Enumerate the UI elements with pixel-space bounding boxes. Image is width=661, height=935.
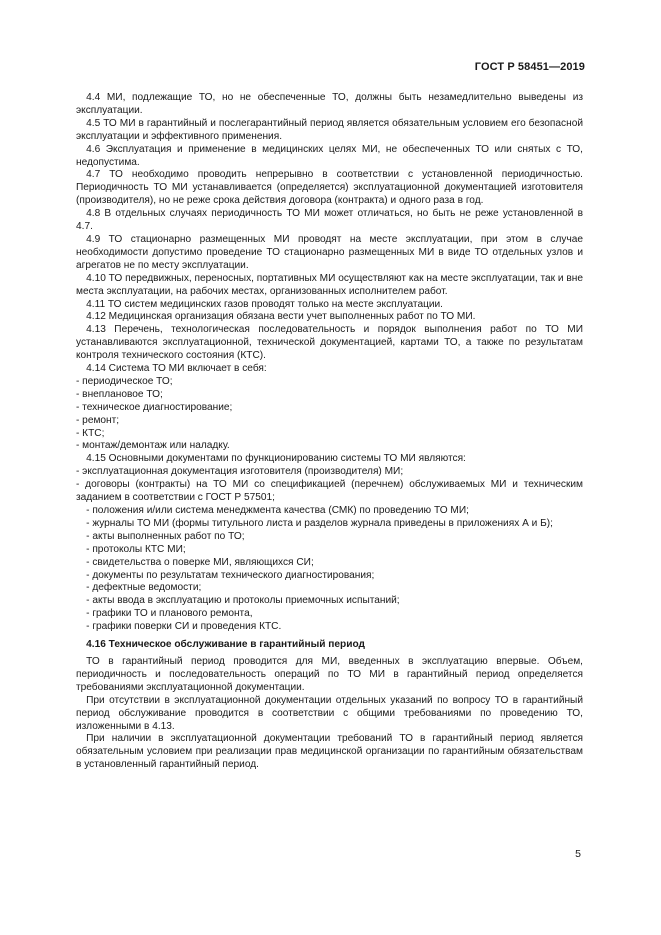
paragraph-4-5: 4.5 ТО МИ в гарантийный и послегарантийный период является обязательным условием его безопасной эксплуатации и эффективного применения. xyxy=(76,117,583,142)
document-body xyxy=(76,92,583,772)
paragraph-4-15: 4.15 Основными документами по функционированию системы ТО МИ являются: xyxy=(86,453,466,465)
paragraph-4-11: 4.11 ТО систем медицинских газов проводят только на месте эксплуатации. xyxy=(86,298,443,310)
list-item: - графики поверки СИ и проведения КТС. xyxy=(86,621,282,633)
paragraph-4-7: 4.7 ТО необходимо проводить непрерывно в соответствии с установленной периодичностью. Периодичность ТО МИ устанавливается (определяется) эксплуатационной документацией изготовителя (производителя), но не реже срока действия договора (контракта) и одного раза в год. xyxy=(76,169,583,207)
paragraph-4-12: 4.12 Медицинская организация обязана вести учет выполненных работ по ТО МИ. xyxy=(86,311,476,323)
paragraph-4-16-2: При отсутствии в эксплуатационной документации отдельных указаний по вопросу ТО в гарантийный период обслуживание проводится в соответствии с общими требованиями по проведению ТО, изложенными в 4.13. xyxy=(76,694,583,732)
list-item: - монтаж/демонтаж или наладку. xyxy=(76,440,230,452)
list-item: - КТС; xyxy=(76,427,105,439)
paragraph-4-16-3: При наличии в эксплуатационной документации требований ТО в гарантийный период является обязательным условием при реализации прав медицинской организации по гарантийным обязательствам в установленный гарантийный период. xyxy=(76,733,583,771)
section-heading-4-16: 4.16 Техническое обслуживание в гарантийный период xyxy=(86,639,365,651)
list-item: - ремонт; xyxy=(76,414,120,426)
list-item: - документы по результатам технического диагностирования; xyxy=(86,569,375,581)
paragraph-4-9: 4.9 ТО стационарно размещенных МИ проводят на месте эксплуатации, при этом в случае необходимости допустимо проведение ТО стационарно размещенных МИ в виде ТО отдельных узлов и агрегатов не по месту эксплуатации. xyxy=(76,233,583,271)
paragraph-4-16-1: ТО в гарантийный период проводится для МИ, введенных в эксплуатацию впервые. Объем, периодичность и последовательность операций по ТО МИ в гарантийный период определяется требованиями эксплуатационной документации. xyxy=(76,655,583,693)
list-item: - эксплуатационная документация изготовителя (производителя) МИ; xyxy=(76,466,404,478)
list-item: - дефектные ведомости; xyxy=(86,582,202,594)
list-item: - договоры (контракты) на ТО МИ со спецификацией (перечнем) обслуживаемых МИ и техническим заданием в соответствии с ГОСТ Р 57501; xyxy=(76,479,583,504)
list-item: - свидетельства о поверке МИ, являющихся СИ; xyxy=(86,556,314,568)
paragraph-4-14: 4.14 Система ТО МИ включает в себя: xyxy=(86,363,267,375)
paragraph-4-6: 4.6 Эксплуатация и применение в медицинских целях МИ, не обеспеченных ТО или снятых с ТО, недопустима. xyxy=(76,143,583,168)
list-item: - периодическое ТО; xyxy=(76,375,173,387)
paragraph-4-13: 4.13 Перечень, технологическая последовательность и порядок выполнения работ по ТО МИ устанавливаются эксплуатационной, технической документацией, картами ТО, а также по результатам контроля технического состояния (КТС). xyxy=(76,324,583,362)
list-item: - акты ввода в эксплуатацию и протоколы приемочных испытаний; xyxy=(86,595,400,607)
paragraph-4-10: 4.10 ТО передвижных, переносных, портативных МИ осуществляют как на месте эксплуатации, так и вне места эксплуатации, на рабочих местах, организованных исполнителем работ. xyxy=(76,272,583,297)
standard-header: ГОСТ Р 58451—2019 xyxy=(474,61,585,73)
list-item: - протоколы КТС МИ; xyxy=(86,543,186,555)
paragraph-4-8: 4.8 В отдельных случаях периодичность ТО МИ может отличаться, но быть не реже установленной в 4.7. xyxy=(76,208,583,233)
list-item: - журналы ТО МИ (формы титульного листа и разделов журнала приведены в приложениях А и Б); xyxy=(86,517,553,529)
list-item: - внеплановое ТО; xyxy=(76,388,163,400)
list-item: - положения и/или система менеджмента качества (СМК) по проведению ТО МИ; xyxy=(86,505,469,516)
page-number: 5 xyxy=(575,848,581,860)
paragraph-4-4: 4.4 МИ, подлежащие ТО, но не обеспеченные ТО, должны быть незамедлительно выведены из эксплуатации. xyxy=(76,92,583,116)
list-item: - техническое диагностирование; xyxy=(76,401,233,413)
list-item: - графики ТО и планового ремонта, xyxy=(86,608,253,620)
list-item: - акты выполненных работ по ТО; xyxy=(86,530,245,542)
